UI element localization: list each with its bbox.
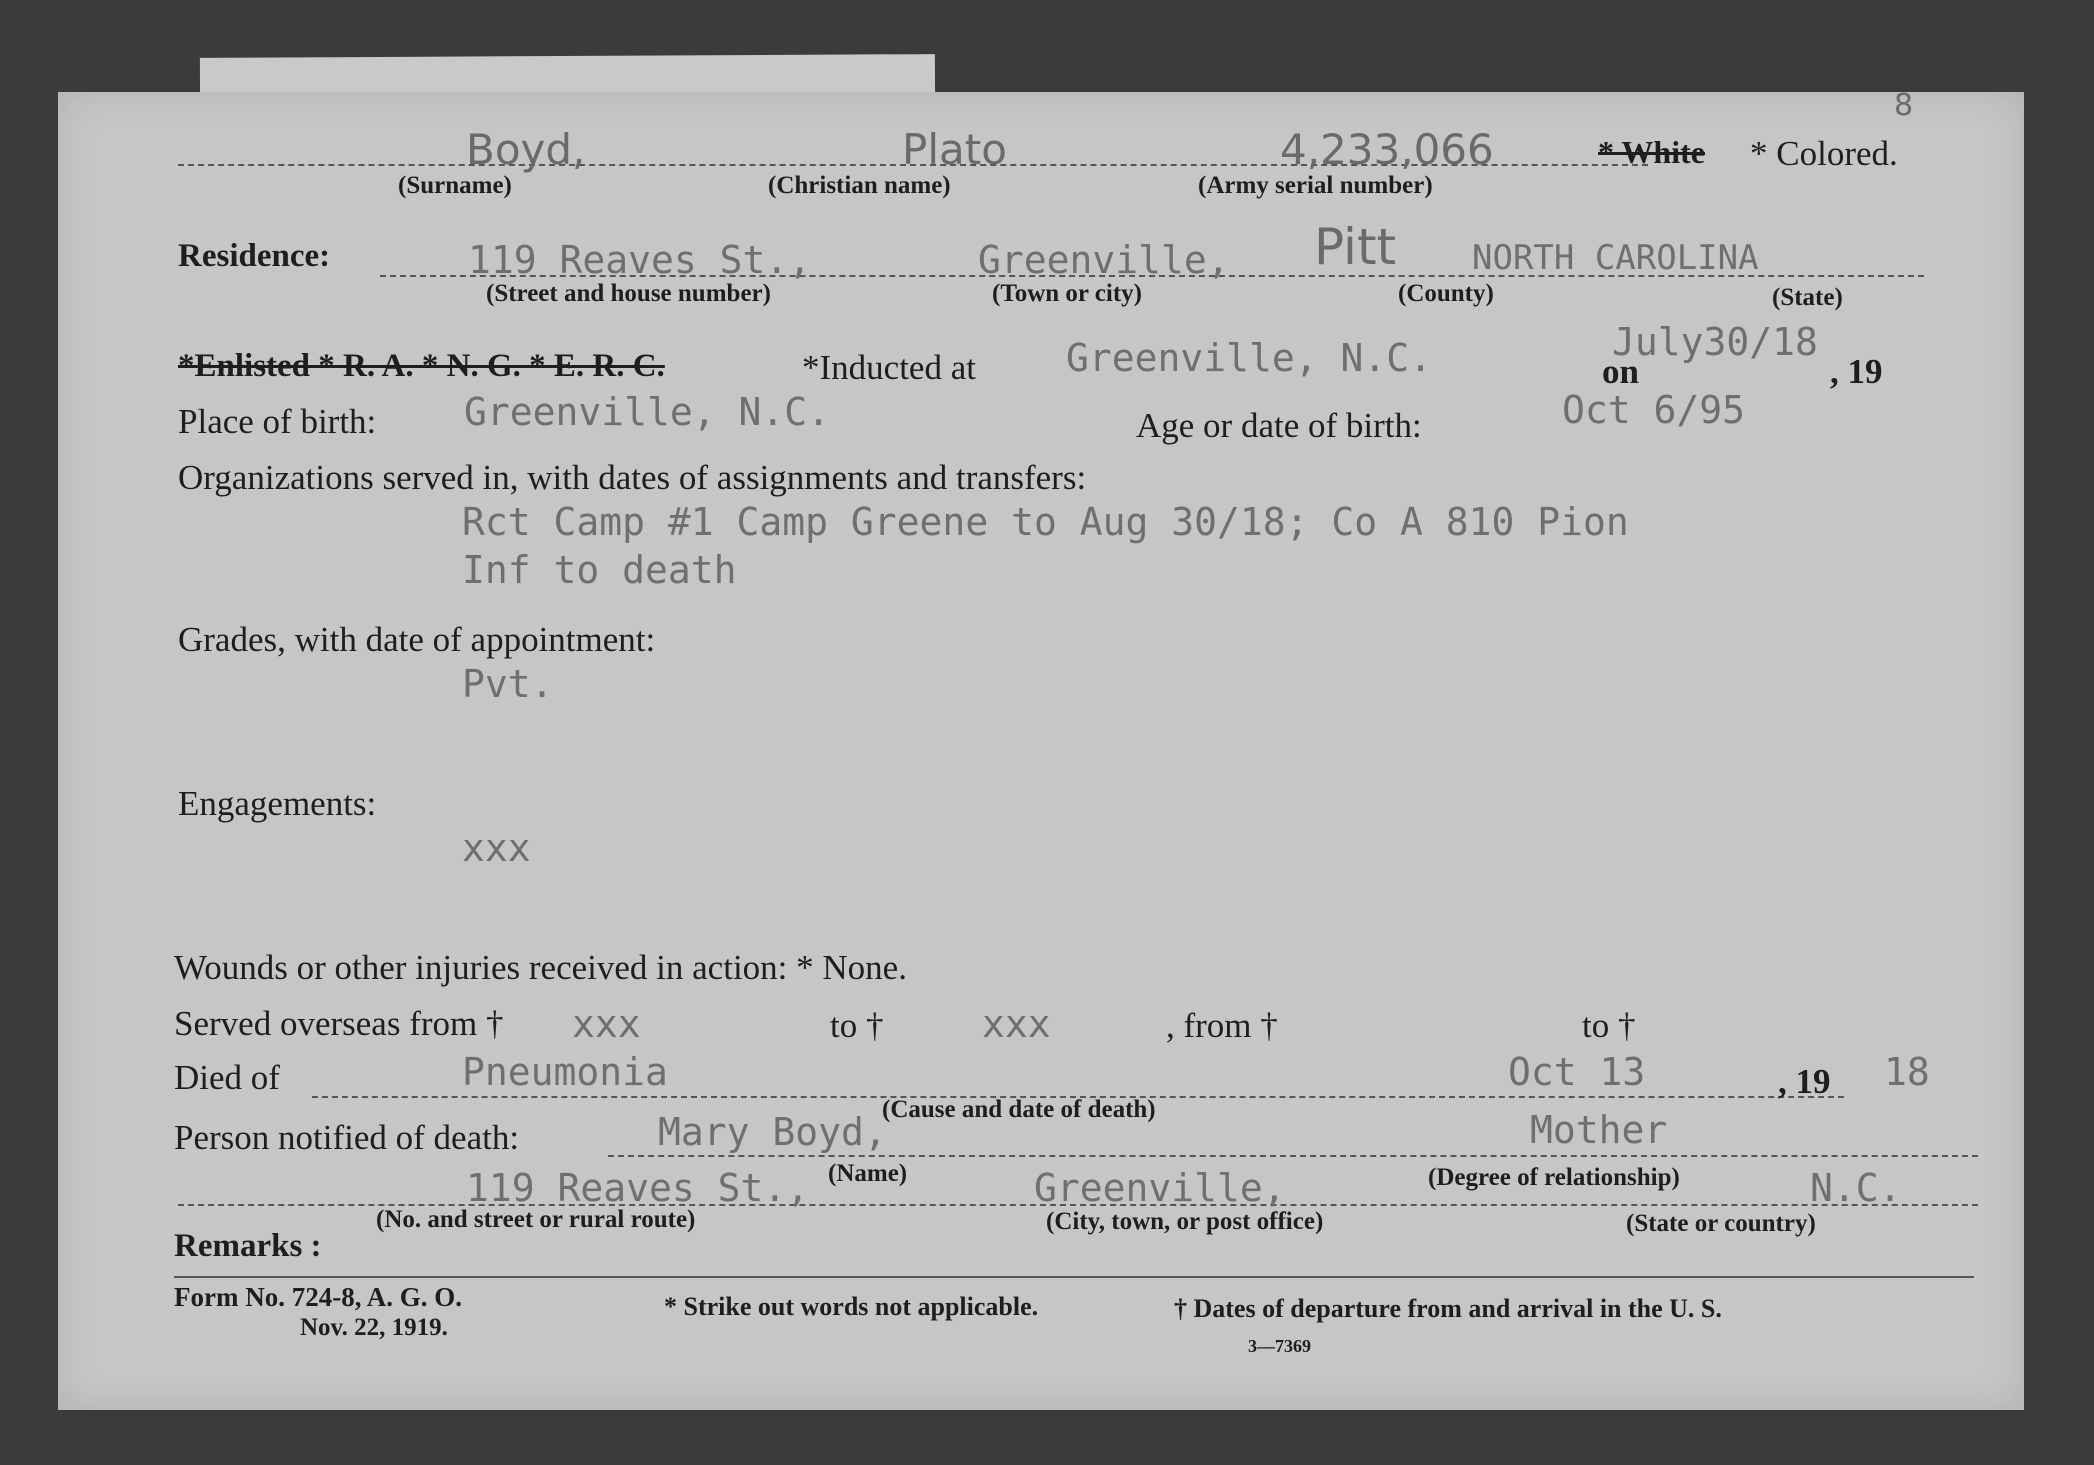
enlisted-options: *Enlisted * R. A. * N. G. * E. R. C. — [178, 348, 665, 384]
grades-value: Pvt. — [462, 662, 554, 706]
notified-label: Person notified of death: — [174, 1118, 520, 1157]
surname-caption: (Surname) — [398, 172, 512, 199]
overseas-from-2-label: , from † — [1166, 1006, 1278, 1045]
overseas-from-value: xxx — [572, 1002, 641, 1046]
notified-name-caption: (Name) — [828, 1160, 908, 1187]
overseas-to-2-label: to † — [1582, 1006, 1636, 1045]
notified-state-value: N.C. — [1810, 1166, 1902, 1210]
inducted-at-value: Greenville, N.C. — [1066, 336, 1433, 380]
inducted-date-value: July30/18 — [1612, 320, 1818, 364]
died-of-label: Died of — [174, 1058, 280, 1097]
birth-date-value: Oct 6/95 — [1562, 388, 1746, 432]
service-record-card — [58, 88, 2024, 1410]
remarks-label: Remarks : — [174, 1228, 322, 1264]
birth-place-label: Place of birth: — [178, 402, 377, 441]
notified-street-value: 119 Reaves St., — [466, 1166, 810, 1210]
white-option: * White — [1598, 134, 1705, 170]
residence-state-value: NORTH CAROLINA — [1472, 238, 1759, 278]
remarks-line — [174, 1276, 1974, 1278]
overseas-to-label: to † — [830, 1006, 884, 1045]
print-code: 3—7369 — [1248, 1336, 1311, 1356]
death-date-value: Oct 13 — [1508, 1050, 1646, 1094]
street-route-caption: (No. and street or rural route) — [376, 1206, 696, 1233]
birth-place-value: Greenville, N.C. — [464, 390, 831, 434]
organizations-line-1: Rct Camp #1 Camp Greene to Aug 30/18; Co A 810 Pion — [462, 500, 1629, 544]
residence-county-value: Pitt — [1314, 218, 1397, 276]
dates-note: † Dates of departure from and arrival in the U. S. — [1174, 1294, 1722, 1323]
christian-name-value: Plato — [902, 125, 1007, 174]
state-caption: (State) — [1772, 284, 1843, 311]
residence-label: Residence: — [178, 238, 331, 274]
inducted-year-label: , 19 — [1830, 352, 1883, 391]
form-date: Nov. 22, 1919. — [300, 1314, 448, 1341]
grades-label: Grades, with date of appointment: — [178, 620, 656, 659]
colored-option: * Colored. — [1750, 134, 1898, 173]
notified-city-value: Greenville, — [1034, 1166, 1286, 1210]
surname-value: Boyd, — [466, 125, 586, 174]
overseas-from-label: Served overseas from † — [174, 1004, 504, 1043]
residence-street-value: 119 Reaves St., — [468, 238, 812, 282]
christian-name-caption: (Christian name) — [768, 172, 951, 199]
inducted-on-label: on — [1602, 352, 1639, 391]
state-country-caption: (State or country) — [1626, 1210, 1816, 1237]
notified-relationship-value: Mother — [1530, 1108, 1668, 1152]
inducted-label: *Inducted at — [802, 348, 976, 387]
wounds-label: Wounds or other injuries received in action: * None. — [174, 948, 907, 987]
serial-number-value: 4,233,066 — [1280, 125, 1494, 174]
form-number: Form No. 724-8, A. G. O. — [174, 1282, 462, 1312]
organizations-line-2: Inf to death — [462, 548, 737, 592]
engagements-label: Engagements: — [178, 784, 377, 823]
organizations-label: Organizations served in, with dates of assignments and transfers: — [178, 458, 1087, 497]
death-year-value: 18 — [1884, 1050, 1930, 1094]
strike-note: * Strike out words not applicable. — [664, 1292, 1039, 1321]
county-caption: (County) — [1398, 280, 1494, 307]
corner-mark: 8 — [1894, 88, 1914, 123]
town-caption: (Town or city) — [992, 280, 1142, 307]
engagements-value: xxx — [462, 826, 531, 870]
death-caption: (Cause and date of death) — [882, 1096, 1156, 1123]
overseas-to-value: xxx — [982, 1002, 1051, 1046]
notified-name-value: Mary Boyd, — [658, 1110, 887, 1154]
residence-town-value: Greenville, — [978, 238, 1230, 282]
city-caption: (City, town, or post office) — [1046, 1208, 1324, 1235]
relationship-caption: (Degree of relationship) — [1428, 1164, 1680, 1191]
death-cause-value: Pneumonia — [462, 1050, 668, 1094]
street-caption: (Street and house number) — [486, 280, 771, 307]
serial-number-caption: (Army serial number) — [1198, 172, 1433, 199]
death-year-label: , 19 — [1778, 1062, 1831, 1101]
notified-line — [608, 1155, 1978, 1157]
birth-date-label: Age or date of birth: — [1136, 406, 1422, 445]
